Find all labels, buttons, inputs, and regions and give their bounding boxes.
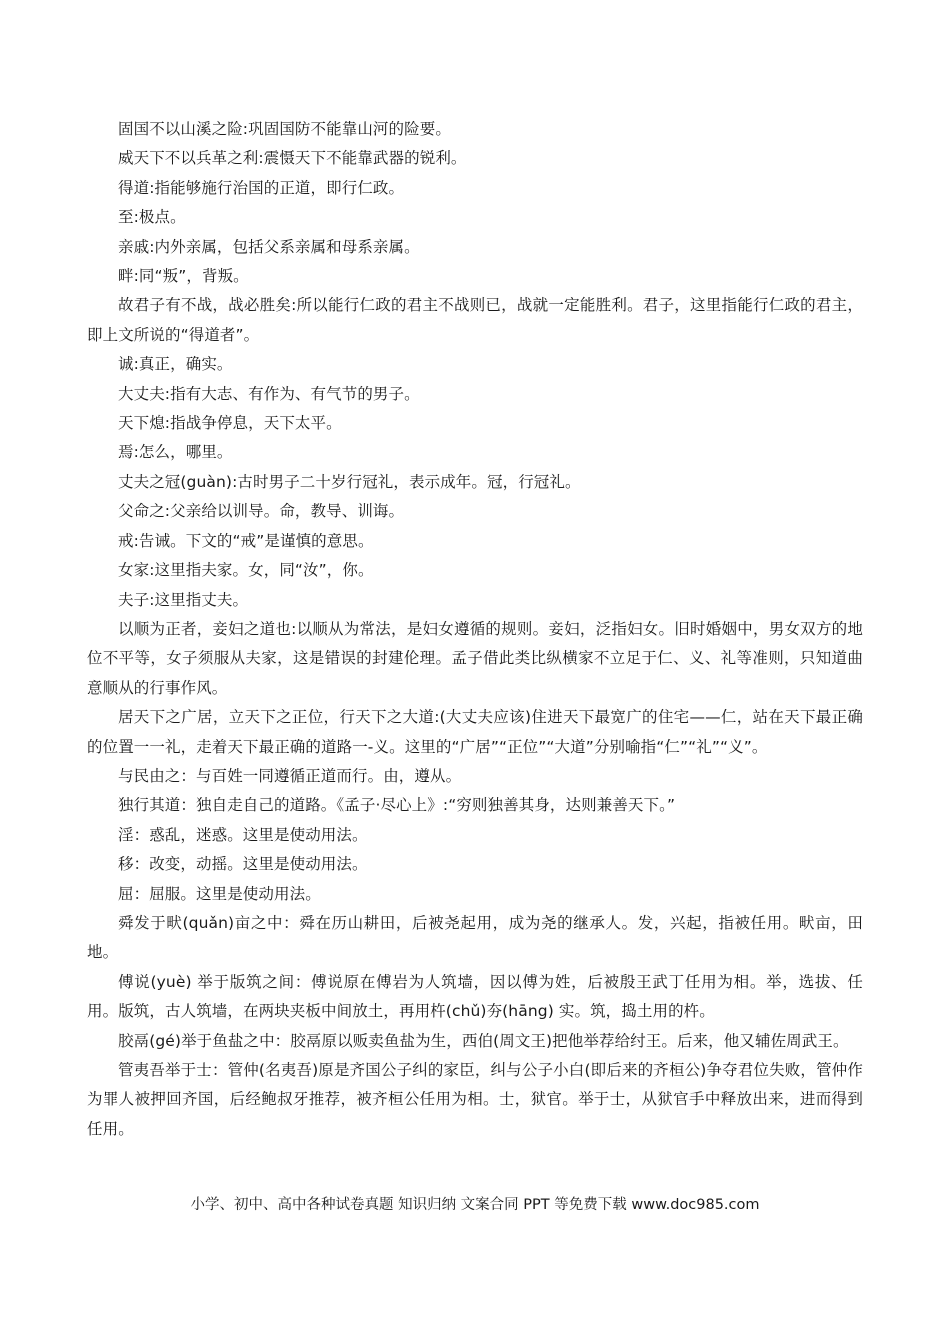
annotation-paragraph: 移：改变，动摇。这里是使动用法。 (118, 855, 368, 874)
annotation-paragraph: 亲戚:内外亲属，包括父系亲属和母系亲属。 (118, 237, 420, 256)
annotation-paragraph: 屈：屈服。这里是使动用法。 (118, 884, 321, 903)
annotation-paragraph: 诚:真正，确实。 (118, 355, 233, 374)
annotation-paragraph: 独行其道：独自走自己的道路。《孟子·尽心上》:“穷则独善其身，达则兼善天下。” (118, 796, 676, 815)
annotation-paragraph: 傅说(yuè) 举于版筑之间：傅说原在傅岩为人筑墙，因以傅为姓，后被殷王武丁任用为相。举，选拔、任用。版筑，古人筑墙，在两块夹板中间放土，再用杵(chǔ)夯(hāng) 实。筑，捣土用的杵。 (87, 972, 863, 1021)
page-footer: 小学、初中、高中各种试卷真题 知识归纳 文案合同 PPT 等免费下载 www.doc985.com (190, 1197, 760, 1213)
annotation-paragraph: 与民由之：与百姓一同遵循正道而行。由，遵从。 (118, 766, 462, 785)
annotation-paragraph: 夫子:这里指丈夫。 (118, 590, 249, 609)
annotation-paragraph: 舜发于畎(quǎn)亩之中：舜在历山耕田，后被尧起用，成为尧的继承人。发，兴起，指被任用。畎亩，田地。 (87, 913, 863, 962)
annotation-paragraph: 至:极点。 (118, 208, 186, 227)
annotation-paragraph: 戒:告诫。下文的“戒”是谨慎的意思。 (118, 531, 374, 550)
annotation-paragraph: 女家:这里指夫家。女，同“汝”，你。 (118, 561, 374, 580)
annotation-paragraph: 得道:指能够施行治国的正道，即行仁政。 (118, 178, 405, 197)
annotation-paragraph: 天下熄:指战争停息，天下太平。 (118, 414, 342, 433)
annotation-paragraph: 畔:同“叛”，背叛。 (118, 267, 249, 286)
annotation-paragraph: 淫：惑乱，迷惑。这里是使动用法。 (118, 825, 368, 844)
annotation-paragraph: 威天下不以兵革之利:震慑天下不能靠武器的锐利。 (118, 149, 467, 168)
document-body (87, 115, 863, 1144)
annotation-paragraph: 居天下之广居，立天下之正位，行天下之大道:(大丈夫应该)住进天下最宽广的住宅——仁，站在天下最正确的位置一一礼，走着天下最正确的道路一-义。这里的“广居”“正位”“大道”分别喻指“仁”“礼”“义”。 (87, 708, 863, 756)
annotation-paragraph: 故君子有不战，战必胜矣:所以能行仁政的君主不战则已，战就一定能胜利。君子，这里指能行仁政的君主，即上文所说的“得道者”。 (87, 296, 863, 344)
annotation-paragraph: 胶鬲(gé)举于鱼盐之中：胶鬲原以贩卖鱼盐为生，西伯(周文王)把他举荐给纣王。后来，他又辅佐周武王。 (118, 1031, 849, 1050)
annotation-paragraph: 管夷吾举于士：管仲(名夷吾)原是齐国公子纠的家臣，纠与公子小白(即后来的齐桓公)争夺君位失败，管仲作为罪人被押回齐国，后经鲍叔牙推荐，被齐桓公任用为相。士，狱官。举于士，从狱官手中释放出来，进而得到任用。 (87, 1061, 863, 1138)
annotation-paragraph: 大丈夫:指有大志、有作为、有气节的男子。 (118, 384, 420, 403)
annotation-paragraph: 以顺为正者，妾妇之道也:以顺从为常法，是妇女遵循的规则。妾妇，泛指妇女。旧时婚姻中，男女双方的地位不平等，女子须服从夫家，这是错误的封建伦理。孟子借此类比纵横家不立足于仁、义、礼等准则，只知道曲意顺从的行事作风。 (87, 619, 863, 697)
annotation-paragraph: 固国不以山溪之险:巩固国防不能靠山河的险要。 (118, 120, 451, 138)
annotation-paragraph: 焉:怎么，哪里。 (118, 443, 233, 462)
annotation-paragraph: 丈夫之冠(guàn):古时男子二十岁行冠礼，表示成年。冠，行冠礼。 (118, 472, 581, 491)
annotation-paragraph: 父命之:父亲给以训导。命，教导、训诲。 (118, 502, 405, 521)
